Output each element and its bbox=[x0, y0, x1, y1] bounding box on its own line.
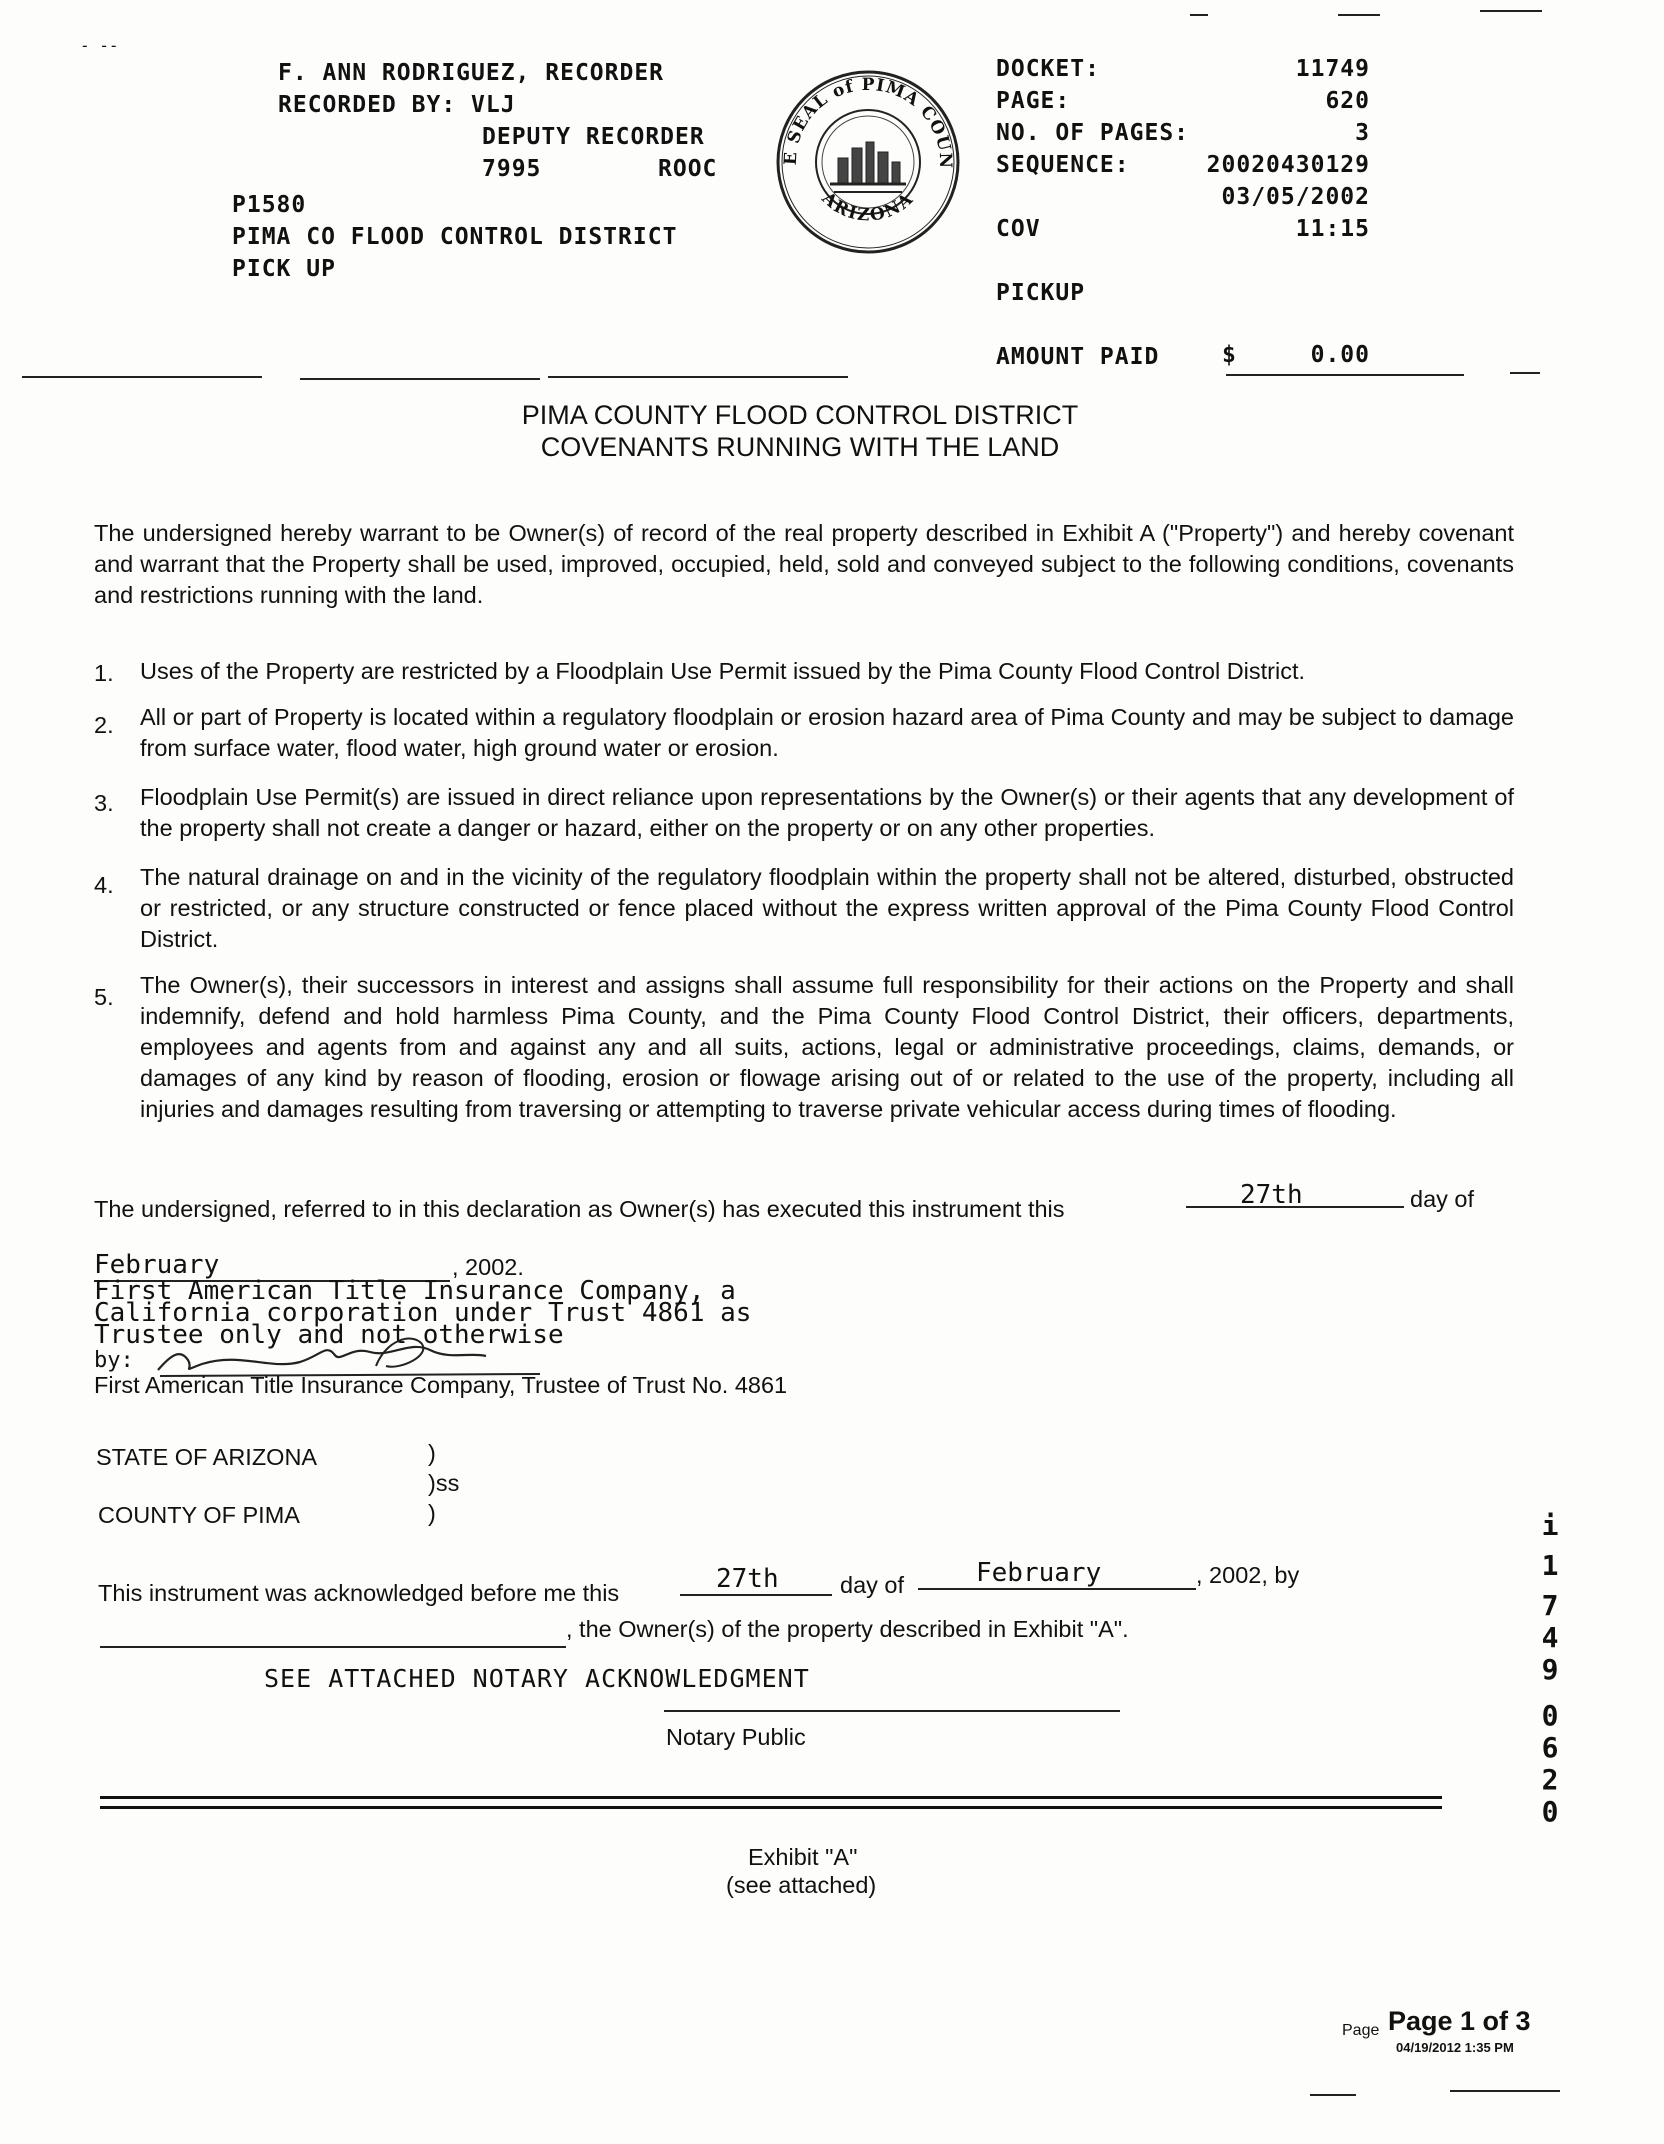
header-rule-center bbox=[548, 376, 848, 378]
page-value: 620 bbox=[1325, 88, 1370, 114]
recording-date: 03/05/2002 bbox=[1221, 184, 1370, 210]
header-rule-mid bbox=[300, 378, 540, 380]
execution-month: February bbox=[94, 1250, 220, 1280]
recorded-by: RECORDED BY: VLJ bbox=[278, 92, 516, 118]
top-rule-3 bbox=[1480, 10, 1542, 12]
docket-value: 11749 bbox=[1295, 56, 1370, 82]
footer-rule-1 bbox=[1310, 2094, 1356, 2096]
ack-owner-line bbox=[100, 1646, 566, 1648]
document-type: COV bbox=[996, 216, 1041, 242]
stamp-char: 7 bbox=[1541, 1589, 1559, 1622]
item-number: 3. bbox=[94, 790, 114, 816]
sequence-label: SEQUENCE: bbox=[996, 152, 1130, 178]
recording-time: 11:15 bbox=[1295, 216, 1370, 242]
corner-mark: - -- bbox=[80, 36, 119, 55]
venue-paren-bottom: ) bbox=[428, 1500, 436, 1526]
item-number: 1. bbox=[94, 660, 114, 686]
document-title-line2: COVENANTS RUNNING WITH THE LAND bbox=[540, 432, 1060, 462]
execution-day-line bbox=[1186, 1206, 1404, 1208]
stamp-char: 0 bbox=[1541, 1699, 1559, 1732]
list-item: All or part of Property is located within a regulatory floodplain or erosion hazard area of Pima County and may be subject to damage from surface water, flood water, high ground water or erosion. bbox=[140, 704, 1514, 761]
ack-month: February bbox=[976, 1558, 1102, 1588]
recorder-code-alpha: ROOC bbox=[658, 156, 718, 182]
venue-ss: )ss bbox=[428, 1470, 460, 1496]
item-number: 4. bbox=[94, 872, 114, 898]
header-rule-far bbox=[1510, 372, 1540, 374]
stamp-char: 0 bbox=[1541, 1795, 1559, 1828]
ack-day-of: day of bbox=[840, 1572, 905, 1598]
top-rule-1 bbox=[1190, 14, 1208, 16]
ack-month-line bbox=[918, 1588, 1196, 1590]
list-item: Uses of the Property are restricted by a Floodplain Use Permit issued by the Pima County Flood Control District. bbox=[140, 658, 1306, 684]
amount-value: 0.00 bbox=[1310, 342, 1370, 368]
seal-graphic bbox=[768, 62, 968, 262]
sequence-value: 20020430129 bbox=[1206, 152, 1370, 178]
signer-caption: First American Title Insurance Company, Trustee of Trust No. 4861 bbox=[94, 1372, 788, 1398]
venue-county: COUNTY OF PIMA bbox=[98, 1502, 300, 1528]
seal-bottom-text: ARIZONA bbox=[817, 188, 919, 226]
currency-symbol: $ bbox=[1222, 342, 1237, 368]
stamp-char: i bbox=[1541, 1509, 1559, 1542]
venue-paren-top: ) bbox=[428, 1440, 436, 1466]
pages-label: NO. OF PAGES: bbox=[996, 120, 1190, 146]
ack-lead: This instrument was acknowledged before me this bbox=[98, 1580, 620, 1606]
exhibit-note: (see attached) bbox=[726, 1872, 877, 1898]
county-seal bbox=[768, 62, 968, 262]
execution-lead: The undersigned, referred to in this declaration as Owner(s) has executed this instrument this bbox=[94, 1196, 1065, 1222]
recording-party: PIMA CO FLOOD CONTROL DISTRICT bbox=[232, 224, 678, 250]
notary-signature-line bbox=[664, 1710, 1120, 1712]
footer-page-number: Page 1 of 3 bbox=[1388, 2006, 1531, 2036]
venue-state: STATE OF ARIZONA bbox=[96, 1444, 318, 1470]
deputy-recorder: DEPUTY RECORDER bbox=[482, 124, 705, 150]
execution-day-of: day of bbox=[1410, 1186, 1475, 1212]
delivery-method: PICK UP bbox=[232, 256, 336, 282]
stamp-char: 9 bbox=[1541, 1653, 1559, 1686]
signer-by-label: by: bbox=[94, 1348, 134, 1373]
ack-owner-text: , the Owner(s) of the property described in Exhibit "A". bbox=[566, 1616, 1129, 1642]
header-rule-right bbox=[1226, 374, 1464, 376]
see-attached-notice: SEE ATTACHED NOTARY ACKNOWLEDGMENT bbox=[264, 1664, 810, 1693]
item-number: 2. bbox=[94, 712, 114, 738]
footer-timestamp: 04/19/2012 1:35 PM bbox=[1396, 2040, 1514, 2055]
list-item: The Owner(s), their successors in interest and assigns shall assume full responsibility for their actions on the Property and shall indemnify, defend and hold harmless Pima County, and the Pima County Flood Control District, their officers, departments, employees and agents from and against any and all suits, actions, legal or administrative proceedings, claims, demands, or damages of any kind by reason of flooding, erosion or flowage arising out of or related to the use of the property, including all injuries and damages resulting from traversing or attempting to traverse private vehicular access during times of flooding. bbox=[140, 972, 1514, 1122]
section-rule-top bbox=[100, 1796, 1442, 1799]
notary-public-label: Notary Public bbox=[666, 1724, 806, 1750]
recorder-code-number: 7995 bbox=[482, 156, 542, 182]
amount-label: AMOUNT PAID bbox=[996, 344, 1160, 370]
document-title-line1: PIMA COUNTY FLOOD CONTROL DISTRICT bbox=[521, 400, 1079, 430]
signer-typed-line2: California corporation under Trust 4861 as bbox=[94, 1298, 752, 1328]
list-item: The natural drainage on and in the vicinity of the regulatory floodplain within the property shall not be altered, disturbed, obstructed or restricted, or any structure constructed or fence placed without the express written approval of the Pima County Flood Control District. bbox=[140, 864, 1514, 952]
list-item: Floodplain Use Permit(s) are issued in direct reliance upon representations by the Owner(s) or their agents that any development of the property shall not create a danger or hazard, either on the property or on any other properties. bbox=[140, 784, 1514, 841]
footer-page-small: Page bbox=[1342, 2022, 1380, 2039]
ack-year: , 2002, by bbox=[1196, 1562, 1300, 1588]
execution-year: , 2002. bbox=[452, 1254, 524, 1280]
intro-paragraph: The undersigned hereby warrant to be Owner(s) of record of the real property described in Exhibit A ("Property") and hereby covenant and warrant that the Property shall be used, improved, occupied, held, sold and conveyed subject to the following conditions, covenants and restrictions running with the land. bbox=[94, 520, 1514, 608]
ack-day: 27th bbox=[716, 1564, 779, 1594]
stamp-char: 2 bbox=[1541, 1763, 1559, 1796]
footer-rule-2 bbox=[1450, 2090, 1560, 2092]
section-rule-bottom bbox=[100, 1806, 1442, 1809]
ack-day-line bbox=[680, 1594, 832, 1596]
item-number: 5. bbox=[94, 984, 114, 1010]
exhibit-title: Exhibit "A" bbox=[748, 1844, 858, 1870]
top-rule-2 bbox=[1338, 14, 1380, 16]
signer-typed-line1: First American Title Insurance Company, a bbox=[94, 1276, 736, 1306]
batch-number: P1580 bbox=[232, 192, 307, 218]
header-rule-left bbox=[22, 376, 262, 378]
signer-typed-line3: Trustee only and not otherwise bbox=[94, 1320, 564, 1350]
execution-day: 27th bbox=[1240, 1180, 1303, 1210]
stamp-char: 6 bbox=[1541, 1731, 1559, 1764]
recorder-name: F. ANN RODRIGUEZ, RECORDER bbox=[278, 60, 665, 86]
pickup-label: PICKUP bbox=[996, 280, 1086, 306]
page-label: PAGE: bbox=[996, 88, 1071, 114]
pages-value: 3 bbox=[1355, 120, 1370, 146]
stamp-char: 4 bbox=[1541, 1621, 1559, 1654]
stamp-char: 1 bbox=[1541, 1549, 1559, 1582]
seal-top-text: E SEAL of PIMA COUN bbox=[780, 74, 956, 170]
docket-label: DOCKET: bbox=[996, 56, 1100, 82]
